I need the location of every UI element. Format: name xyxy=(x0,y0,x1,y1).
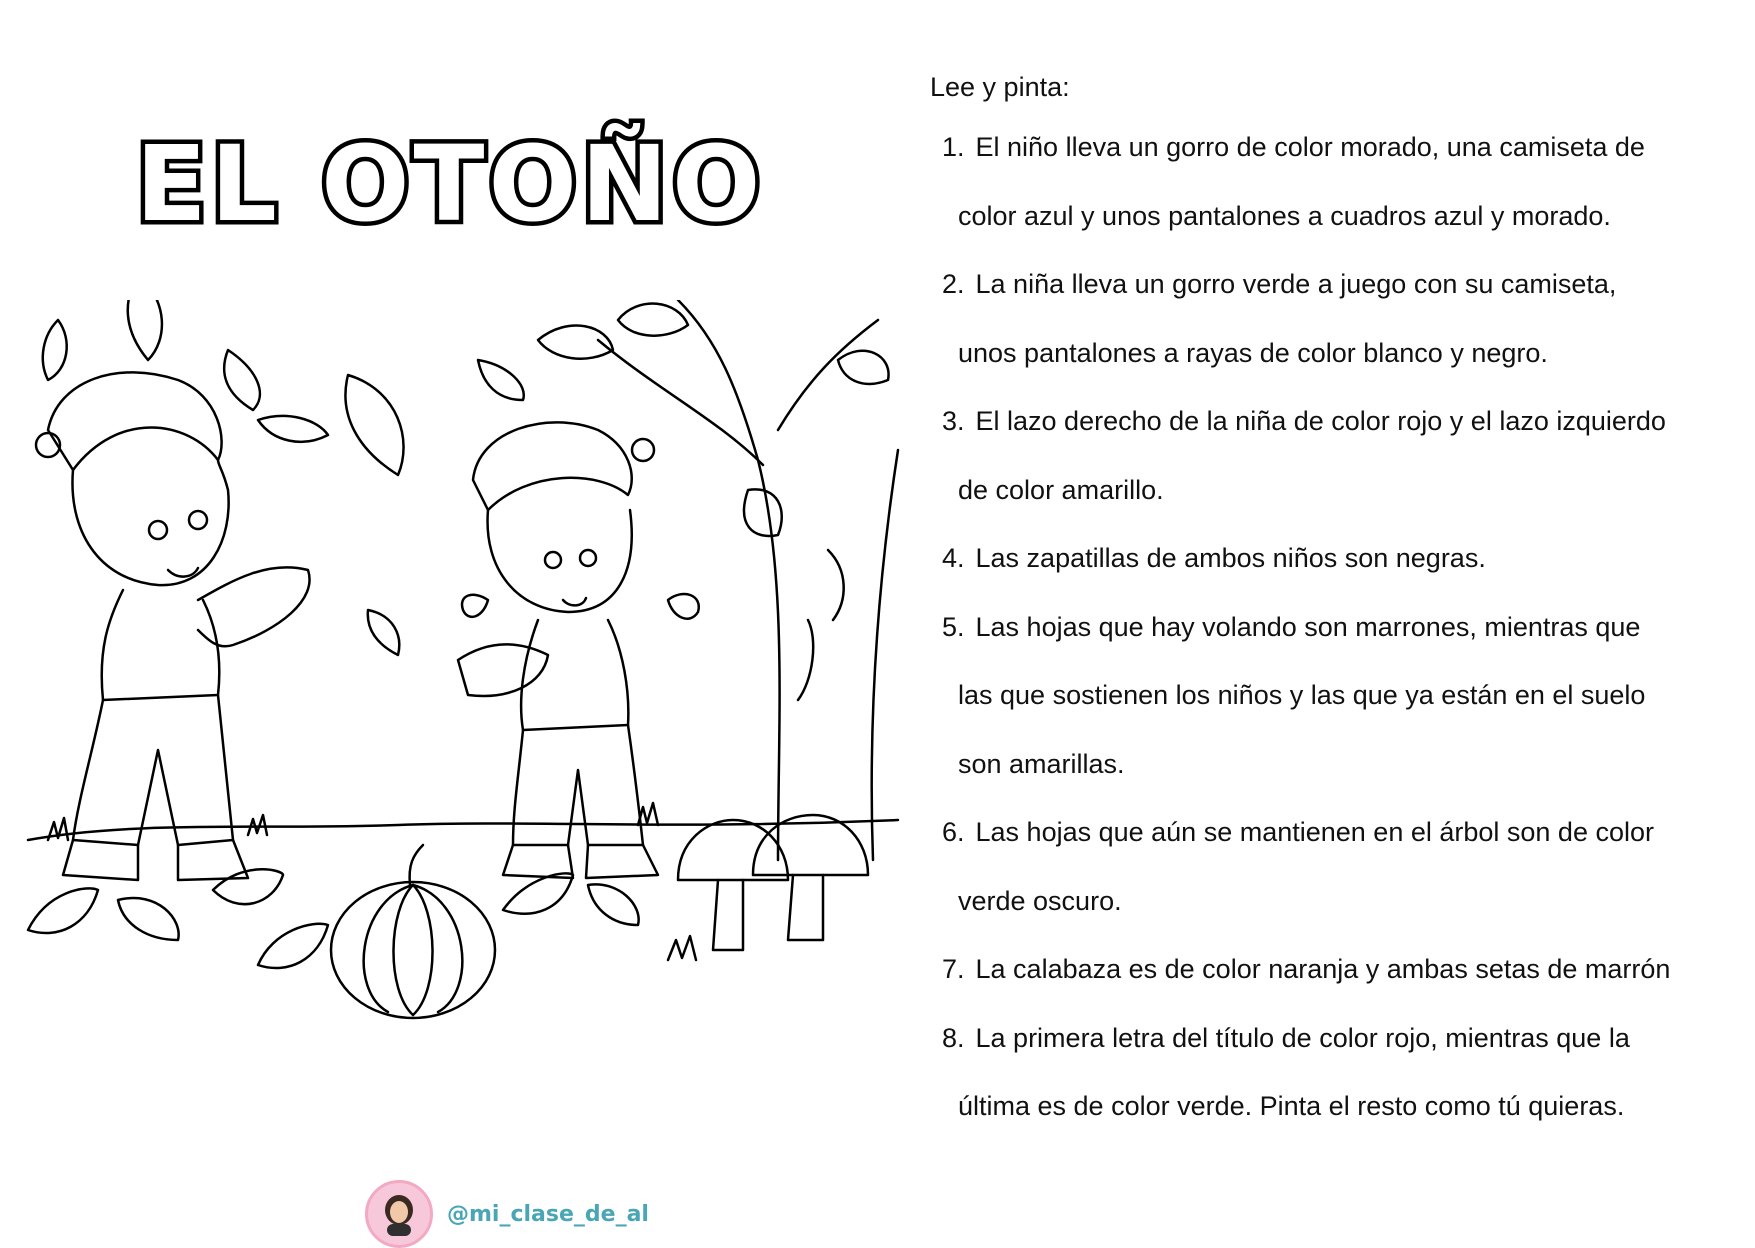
pumpkin-icon xyxy=(331,845,495,1018)
instructions-panel xyxy=(930,70,1740,1158)
author-credit xyxy=(365,1180,649,1248)
boy-icon xyxy=(36,372,310,880)
instructions-intro: Lee y pinta: xyxy=(930,72,1070,102)
author-handle[interactable]: @mi_clase_de_al xyxy=(447,1201,649,1227)
tree-icon xyxy=(538,300,898,860)
instruction-item: 5. Las hojas que hay volando son marrones, mientras que las que sostienen los niños y las que ya están en el suelo son amarillas. xyxy=(942,611,1646,779)
ground-line xyxy=(28,820,898,840)
ground-leaves xyxy=(28,869,639,968)
instruction-item: 3. El lazo derecho de la niña de color rojo y el lazo izquierdo de color amarillo. xyxy=(942,406,1666,505)
instruction-item: 4. Las zapatillas de ambos niños son negras. xyxy=(942,543,1486,573)
page-title xyxy=(120,115,780,255)
avatar xyxy=(365,1180,433,1248)
girl-icon xyxy=(458,422,699,878)
coloring-illustration xyxy=(18,300,903,1100)
instruction-item: 8. La primera letra del título de color rojo, mientras que la última es de color verde. Pinta el resto como tú quieras. xyxy=(942,1022,1630,1121)
title-svg xyxy=(120,115,780,255)
instruction-item: 7. La calabaza es de color naranja y ambas setas de marrón xyxy=(942,954,1671,984)
title-text: EL OTOÑO xyxy=(135,123,765,245)
instruction-item: 2. La niña lleva un gorro verde a juego con su camiseta, unos pantalones a rayas de color blanco y negro. xyxy=(942,269,1617,368)
avatar-icon xyxy=(379,1192,419,1236)
mushroom-icon xyxy=(668,815,868,960)
leaf-icon xyxy=(43,300,782,655)
instruction-item: 6. Las hojas que aún se mantienen en el árbol son de color verde oscuro. xyxy=(942,817,1654,916)
instruction-item: 1. El niño lleva un gorro de color morado, una camiseta de color azul y unos pantalones a cuadros azul y morado. xyxy=(942,132,1645,231)
instructions-list xyxy=(930,130,1740,1123)
